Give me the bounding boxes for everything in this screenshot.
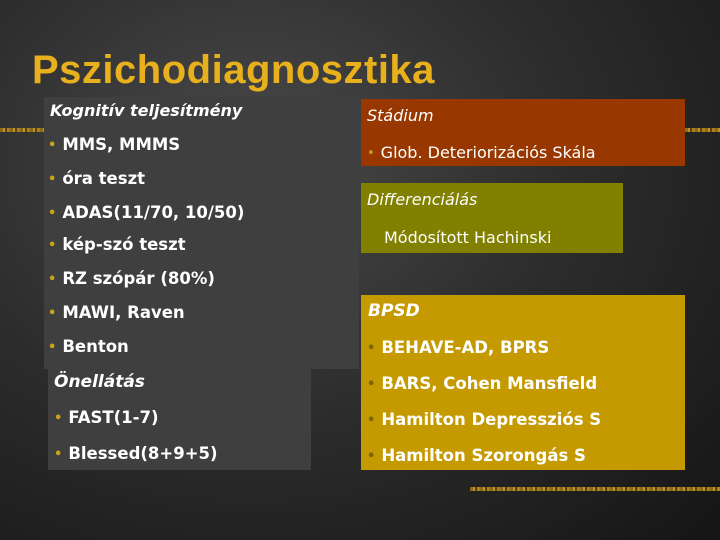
slide-title: Pszichodiagnosztika (32, 48, 435, 92)
bottom-rule (470, 487, 720, 491)
bullet-icon: • (367, 341, 376, 356)
title-underline-right (685, 128, 720, 132)
bpsd-item-hamilton-depresszios: • Hamilton Depressziós S (367, 410, 602, 429)
cognitive-item-mawi: • MAWI, Raven (48, 303, 185, 322)
bullet-icon: • (367, 449, 376, 464)
bpsd-item-bars: • BARS, Cohen Mansfield (367, 374, 598, 393)
bpsd-item-behave-ad: • BEHAVE-AD, BPRS (367, 338, 550, 357)
stage-item: • Glob. Deteriorizációs Skála (367, 143, 596, 162)
bullet-icon: • (48, 340, 57, 355)
self-care-header: Önellátás (54, 372, 145, 392)
bullet-icon: • (48, 306, 57, 321)
self-care-item-blessed: • Blessed(8+9+5) (54, 444, 218, 463)
bullet-icon: • (48, 238, 57, 253)
bullet-icon: • (367, 413, 376, 428)
bullet-icon: • (48, 272, 57, 287)
cognitive-header: Kognitív teljesítmény (50, 101, 243, 120)
title-underline-left (0, 128, 48, 132)
cognitive-item-adas: • ADAS(11/70, 10/50) (48, 203, 245, 222)
cognitive-item-kep-szo: • kép-szó teszt (48, 235, 186, 254)
cognitive-item-mms: • MMS, MMMS (48, 135, 181, 154)
self-care-item-fast: • FAST(1-7) (54, 408, 159, 427)
cognitive-item-ora-teszt: • óra teszt (48, 169, 146, 188)
bullet-icon: • (367, 377, 376, 392)
bullet-icon: • (48, 138, 57, 153)
bpsd-item-hamilton-szorongas: • Hamilton Szorongás S (367, 446, 586, 465)
bullet-icon: • (48, 172, 57, 187)
cognitive-item-rz-szopar: • RZ szópár (80%) (48, 269, 215, 288)
bullet-icon: • (54, 411, 63, 426)
bullet-icon: • (367, 146, 375, 161)
stage-header: Stádium (367, 106, 434, 125)
bullet-icon: • (48, 206, 57, 221)
differential-header: Differenciálás (367, 190, 478, 209)
bullet-icon: • (54, 447, 63, 462)
bpsd-header: BPSD (368, 301, 420, 321)
differential-item: Módosított Hachinski (384, 228, 552, 247)
cognitive-item-benton: • Benton (48, 337, 129, 356)
